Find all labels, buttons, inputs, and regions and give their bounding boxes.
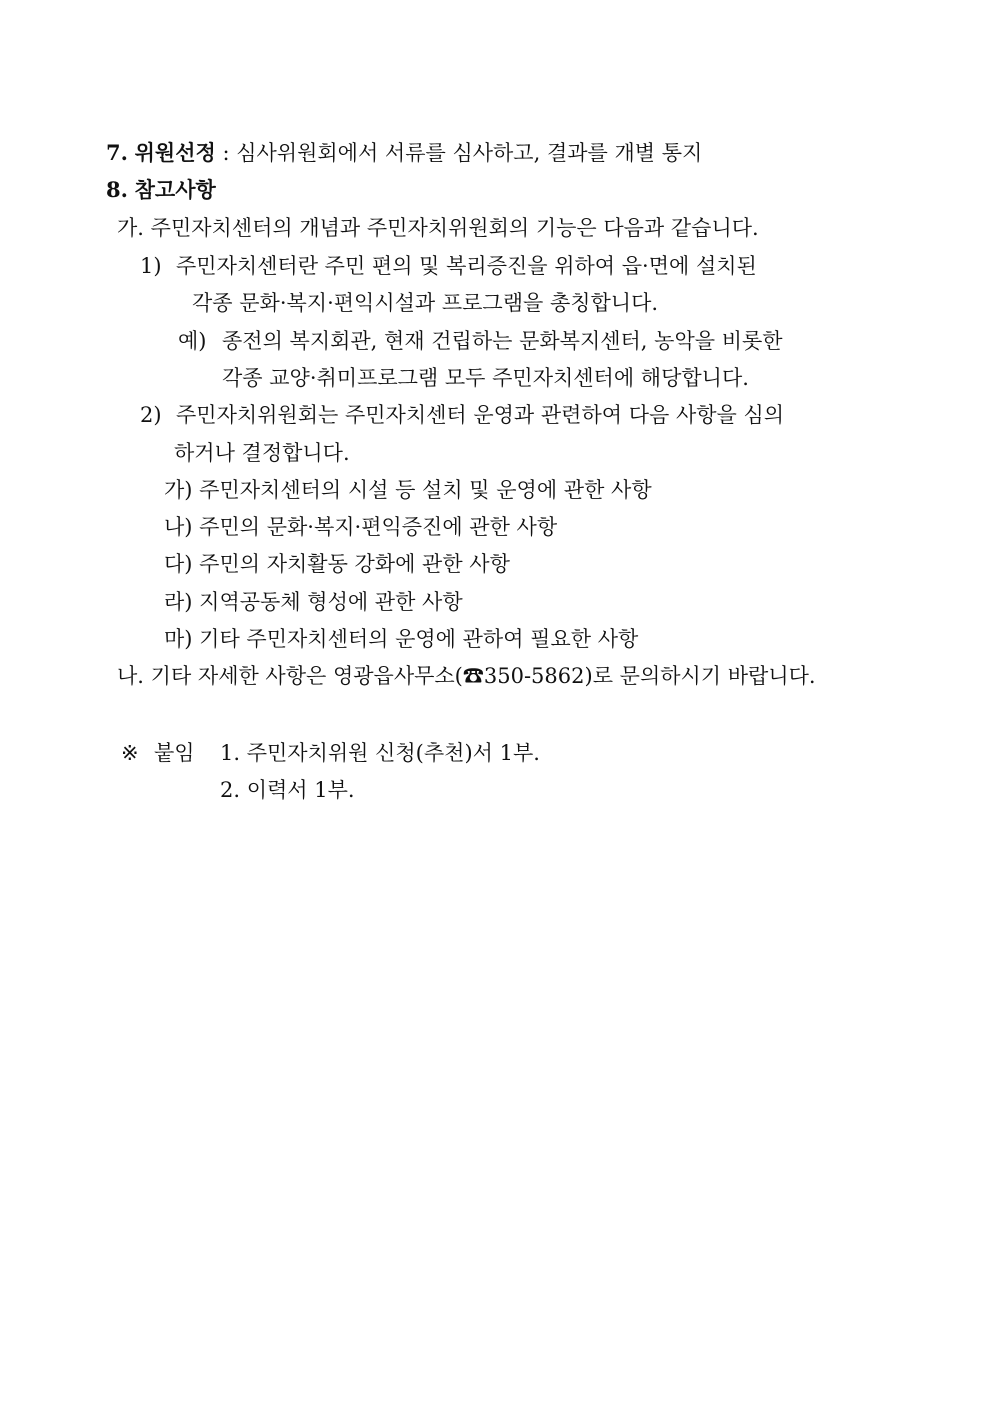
section-7	[106, 139, 702, 167]
attachment-item-1: 1. 주민자치위원 신청(추천)서 1부.	[220, 741, 540, 765]
subitem-ra	[164, 588, 463, 616]
example-line2: 각종 교양·취미프로그램 모두 주민자치센터에 해당합니다.	[222, 366, 749, 390]
subitem-marker: 다)	[164, 552, 193, 576]
item-na-text: 기타 자세한 사항은 영광읍사무소(☎350-5862)로 문의하시기 바랍니다.	[150, 664, 816, 688]
section-7-title: 위원선정	[134, 140, 216, 165]
subitem-text: 주민의 문화·복지·편익증진에 관한 사항	[199, 515, 558, 539]
subitem-ma	[164, 625, 638, 653]
subitem-text: 주민의 자치활동 강화에 관한 사항	[199, 552, 510, 576]
example-line1: 종전의 복지회관, 현재 건립하는 문화복지센터, 농악을 비롯한	[222, 329, 783, 353]
section-8	[106, 176, 216, 204]
item-2-line2: 하거나 결정합니다.	[174, 441, 350, 465]
subitem-marker: 라)	[164, 590, 193, 614]
example-marker: 예)	[178, 329, 207, 353]
subitem-text: 기타 주민자치센터의 운영에 관하여 필요한 사항	[199, 627, 639, 651]
item-1-marker: 1)	[140, 254, 162, 278]
section-8-title: 참고사항	[134, 177, 216, 202]
item-ga-text: 주민자치센터의 개념과 주민자치위원회의 기능은 다음과 같습니다.	[150, 216, 759, 240]
item-ga-marker: 가.	[117, 216, 144, 240]
subitem-marker: 가)	[164, 478, 193, 502]
item-na	[117, 662, 816, 690]
section-7-separator: :	[222, 141, 230, 165]
item-ga	[117, 214, 759, 242]
attachment-item-2: 2. 이력서 1부.	[220, 778, 355, 802]
item-1-line1	[176, 252, 898, 280]
attachments-label: 붙임	[154, 741, 195, 765]
subitem-ga	[164, 476, 652, 504]
subitem-da	[164, 550, 510, 578]
section-7-number: 7.	[106, 140, 128, 165]
section-8-number: 8.	[106, 177, 128, 202]
attachments-symbol: ※	[121, 741, 139, 765]
item-na-marker: 나.	[117, 664, 144, 688]
item-1-line2: 각종 문화·복지·편익시설과 프로그램을 총칭합니다.	[192, 291, 659, 315]
section-7-text: 심사위원회에서 서류를 심사하고, 결과를 개별 통지	[236, 141, 703, 165]
subitem-text: 지역공동체 형성에 관한 사항	[199, 590, 463, 614]
item-1-line1-text: 주민자치센터란 주민 편의 및 복리증진을 위하여 읍·면에 설치된	[176, 254, 757, 278]
item-2-line1: 주민자치위원회는 주민자치센터 운영과 관련하여 다음 사항을 심의	[176, 403, 785, 427]
subitem-marker: 마)	[164, 627, 193, 651]
subitem-text: 주민자치센터의 시설 등 설치 및 운영에 관한 사항	[199, 478, 652, 502]
subitem-na	[164, 513, 557, 541]
subitem-marker: 나)	[164, 515, 193, 539]
item-2-marker: 2)	[140, 403, 162, 427]
